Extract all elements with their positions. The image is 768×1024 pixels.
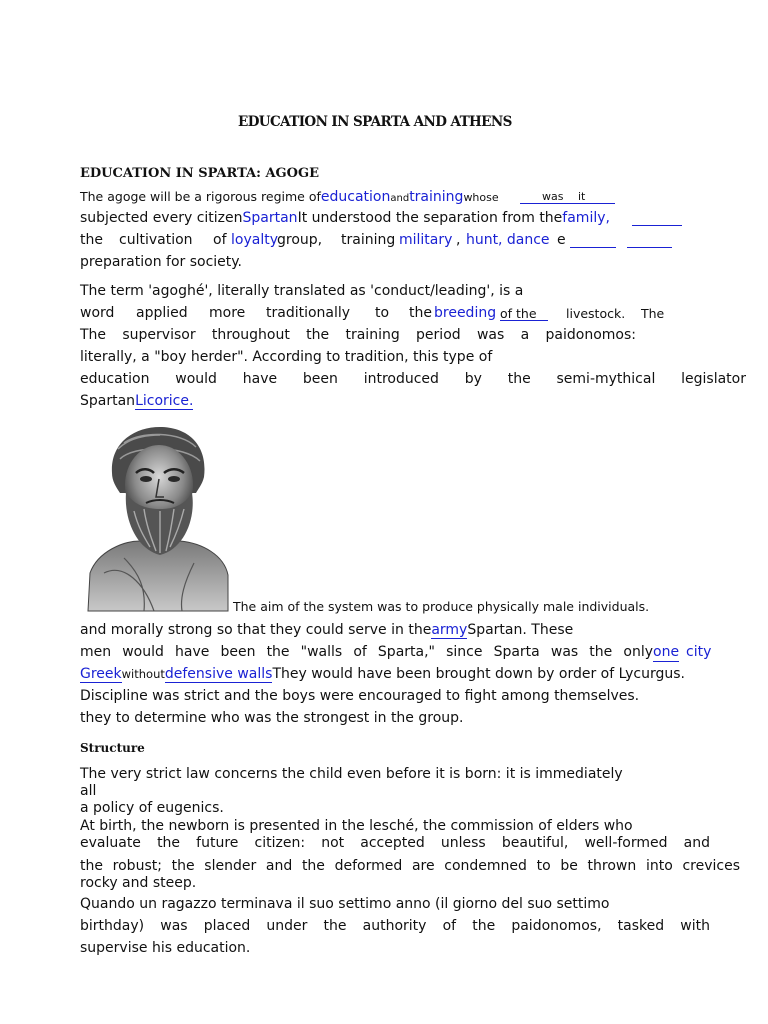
link-loyalty[interactable]: loyalty bbox=[231, 232, 278, 248]
link-greek[interactable]: Greek bbox=[80, 666, 122, 682]
p2-line2 bbox=[80, 304, 666, 322]
link-breeding[interactable]: breeding bbox=[434, 305, 497, 321]
link-defensive-walls[interactable]: defensive walls bbox=[164, 666, 273, 682]
p3-line3 bbox=[80, 665, 685, 683]
p4-line7: rocky and steep. bbox=[80, 875, 197, 891]
text-span: and morally strong so that they could serve in the bbox=[80, 622, 432, 638]
p2-line3: The supervisor throughout the training period was a paidonomos: bbox=[80, 327, 636, 343]
link-underline bbox=[520, 203, 615, 204]
text-span: whose bbox=[463, 191, 499, 204]
text-span: Spartan. These bbox=[467, 622, 574, 638]
text-span: livestock. bbox=[566, 306, 626, 321]
p4-line8: Quando un ragazzo terminava il suo settimo anno (il giorno del suo settimo bbox=[80, 896, 610, 912]
text-span: applied bbox=[136, 305, 188, 321]
link-city[interactable]: city bbox=[686, 644, 712, 660]
text-span: the bbox=[80, 232, 103, 248]
link-dance[interactable]: , dance bbox=[498, 232, 550, 248]
image-caption-line: The aim of the system was to produce physically male individuals. bbox=[233, 599, 650, 614]
link-family[interactable]: family bbox=[562, 210, 606, 226]
text-span: without bbox=[121, 667, 165, 681]
link-hunt[interactable]: hunt bbox=[466, 232, 499, 248]
p4-line1: The very strict law concerns the child even before it is born: it is immediately bbox=[80, 766, 623, 782]
link-underline bbox=[570, 247, 616, 248]
link-comma[interactable]: , bbox=[605, 210, 610, 226]
text-span: group, bbox=[277, 232, 323, 248]
link-one[interactable]: one bbox=[653, 644, 680, 660]
text-span: training bbox=[341, 232, 396, 248]
p2-line5: education would have been introduced by the semi-mythical legislator bbox=[80, 371, 746, 387]
text-span: The bbox=[641, 306, 665, 321]
text-span: was bbox=[542, 190, 564, 203]
p3-line2: men would have been the "walls of Sparta," since Sparta was the only bbox=[80, 644, 653, 660]
p4-line6: the robust; the slender and the deformed are condemned to be thrown into crevices bbox=[80, 858, 740, 874]
p3-line5: they to determine who was the strongest in the group. bbox=[80, 710, 464, 726]
p1-line4: preparation for society. bbox=[80, 254, 243, 270]
text-span: and bbox=[390, 193, 410, 204]
p1-line3 bbox=[80, 231, 566, 249]
p2-line1: The term 'agoghé', literally translated as 'conduct/leading', is a bbox=[80, 283, 524, 299]
link-education[interactable]: education bbox=[320, 189, 391, 205]
text-span: it bbox=[578, 190, 586, 203]
text-span: It understood the separation from the bbox=[297, 210, 563, 226]
text-span: The agoge will be a rigorous regime of bbox=[80, 189, 321, 204]
p2-line4: literally, a "boy herder". According to tradition, this type of bbox=[80, 349, 493, 365]
p3-line4: Discipline was strict and the boys were encouraged to fight among themselves. bbox=[80, 688, 640, 704]
link-licorice[interactable]: Licorice. bbox=[135, 393, 194, 409]
text-span: more bbox=[209, 305, 246, 321]
text-span: Spartan bbox=[80, 393, 136, 409]
p2-line6 bbox=[80, 392, 193, 410]
link-army[interactable]: army bbox=[431, 622, 468, 638]
link-spartan[interactable]: Spartan bbox=[242, 210, 298, 226]
text-span: traditionally bbox=[266, 305, 351, 321]
link-military[interactable]: military bbox=[399, 232, 453, 248]
text-span: of the bbox=[500, 306, 537, 321]
text-span: , bbox=[456, 232, 461, 248]
document-title: EDUCATION IN SPARTA AND ATHENS bbox=[238, 114, 512, 130]
text-span: They would have been brought down by order of Lycurgus. bbox=[272, 666, 685, 682]
text-span: of bbox=[213, 232, 227, 248]
text-span: to bbox=[375, 305, 390, 321]
bust-image bbox=[84, 423, 230, 613]
p4-line10: supervise his education. bbox=[80, 940, 251, 956]
text-span: word bbox=[80, 305, 115, 321]
p1-line1 bbox=[80, 188, 586, 208]
p4-line9: birthday) was placed under the authority of the paidonomos, tasked with bbox=[80, 918, 710, 934]
link-underline bbox=[632, 225, 682, 226]
text-span: e bbox=[557, 232, 566, 248]
p4-line5: evaluate the future citizen: not accepted unless beautiful, well-formed and bbox=[80, 835, 710, 851]
p4-line2: all bbox=[80, 783, 97, 799]
text-span: cultivation bbox=[119, 232, 193, 248]
link-underline bbox=[500, 320, 548, 321]
p4-line3: a policy of eugenics. bbox=[80, 800, 224, 816]
section-heading-structure: Structure bbox=[80, 741, 145, 755]
text-span: subjected every citizen bbox=[80, 210, 243, 226]
p3-line1 bbox=[80, 621, 573, 639]
link-underline bbox=[627, 247, 672, 248]
section-heading-sparta: EDUCATION IN SPARTA: AGOGE bbox=[80, 166, 319, 181]
link-training[interactable]: training bbox=[409, 189, 464, 205]
p4-line4: At birth, the newborn is presented in the lesché, the commission of elders who bbox=[80, 818, 633, 834]
p1-line2 bbox=[80, 209, 610, 227]
text-span: the bbox=[409, 305, 432, 321]
